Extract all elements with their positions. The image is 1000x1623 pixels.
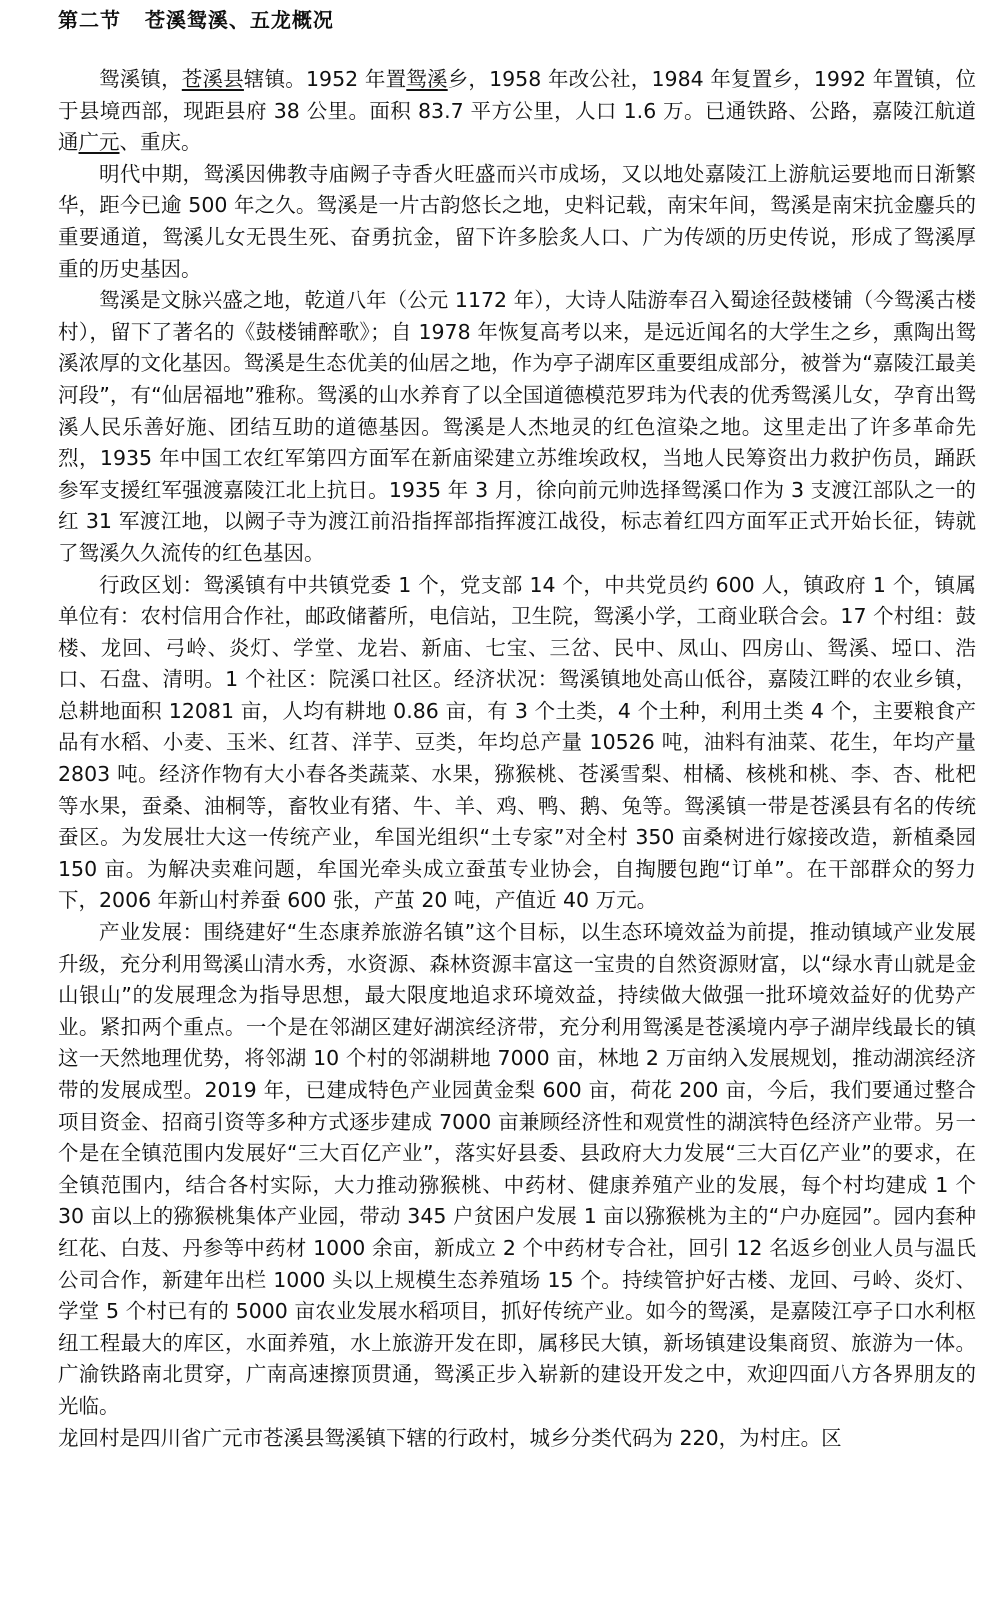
link-cangxi-county[interactable]: 苍溪县 bbox=[181, 67, 244, 91]
paragraph-intro bbox=[58, 64, 976, 159]
paragraph-history: 明代中期，鸳溪因佛教寺庙阙子寺香火旺盛而兴市成场，又以地处嘉陵江上游航运要地而日渐繁华，距今已逾 500 年之久。鸳溪是一片古韵悠长之地，史料记载，南宋年间，鸳溪是南宋抗金鏖兵的重要通道，鸳溪儿女无畏生死、奋勇抗金，留下许多脍炙人口、广为传颂的历史传说，形成了鸳溪厚重的历史基因。 bbox=[58, 161, 976, 281]
section-heading bbox=[58, 6, 976, 34]
paragraph-longhui-village: 龙回村是四川省广元市苍溪县鸳溪镇下辖的行政村，城乡分类代码为 220，为村庄。区 bbox=[58, 1425, 842, 1450]
section-number: 第二节 bbox=[58, 8, 121, 32]
paragraph-culture: 鸳溪是文脉兴盛之地，乾道八年（公元 1172 年），大诗人陆游奉召入蜀途径鼓楼铺（今鸳溪古楼村），留下了著名的《鼓楼铺醉歌》；自 1978 年恢复高考以来，是远近闻名的大学生之乡，熏陶出鸳溪浓厚的文化基因。鸳溪是生态优美的仙居之地，作为亭子湖库区重要组成部分，被誉为“嘉陵江最美河段”，有“仙居福地”雅称。鸳溪的山水养育了以全国道德模范罗玮为代表的优秀鸳溪儿女，孕育出鸳溪人民乐善好施、团结互助的道德基因。鸳溪是人杰地灵的红色渲染之地。这里走出了许多革命先烈，1935 年中国工农红军第四方面军在新庙梁建立苏维埃政权，当地人民筹资出力救护伤员，踊跃参军支援红军强渡嘉陵江北上抗日。1935 年 3 月，徐向前元帅选择鸳溪口作为 3 支渡江部队之一的红 31 军渡江地，以阙子寺为渡江前沿指挥部指挥渡江战役，标志着红四方面军正式开始长征，铸就了鸳溪久久流传的红色基因。 bbox=[58, 288, 976, 565]
link-guangyuan[interactable]: 广元 bbox=[78, 130, 120, 155]
intro-text-3: 乡，1958 年改公社，1984 年复置乡，1992 年置镇，位于县境西部，现距县府 38 公里。面积 83.7 平方公里，人口 1.6 万。已通铁路、公路，嘉陵江航道通 bbox=[58, 67, 977, 155]
paragraph-industry: 产业发展：围绕建好“生态康养旅游名镇”这个目标，以生态环境效益为前提，推动镇域产业发展升级，充分利用鸳溪山清水秀，水资源、森林资源丰富这一宝贵的自然资源财富，以“绿水青山就是金山银山”的发展理念为指导思想，最大限度地追求环境效益，持续做大做强一批环境效益好的优势产业。紧扣两个重点。一个是在邻湖区建好湖滨经济带，充分利用鸳溪是苍溪境内亭子湖岸线最长的镇这一天然地理优势，将邻湖 10 个村的邻湖耕地 7000 亩，林地 2 万亩纳入发展规划，推动湖滨经济带的发展成型。2019 年，已建成特色产业园黄金梨 600 亩，荷花 200 亩，今后，我们要通过整合项目资金、招商引资等多种方式逐步建成 7000 亩兼顾经济性和观赏性的湖滨特色经济产业带。另一个是在全镇范围内发展好“三大百亿产业”，落实好县委、县政府大力发展“三大百亿产业”的要求，在全镇范围内，结合各村实际，大力推动猕猴桃、中药材、健康养殖产业的发展，每个村均建成 1 个 30 亩以上的猕猴桃集体产业园，带动 345 户贫困户发展 1 亩以猕猴桃为主的“户办庭园”。园内套种红花、白芨、丹参等中药材 1000 余亩，新成立 2 个中药材专合社，回引 12 名返乡创业人员与温氏公司合作，新建年出栏 1000 头以上规模生态养殖场 15 个。持续管护好古楼、龙回、弓岭、炎灯、学堂 5 个村已有的 5000 亩农业发展水稻项目，抓好传统产业。如今的鸳溪，是嘉陵江亭子口水利枢纽工程最大的库区，水面养殖，水上旅游开发在即，属移民大镇，新场镇建设集商贸、旅游为一体。广渝铁路南北贯穿，广南高速擦顶贯通，鸳溪正步入崭新的建设开发之中，欢迎四面八方各界朋友的光临。 bbox=[58, 920, 976, 1418]
intro-text-1: 鸳溪镇， bbox=[99, 67, 182, 91]
paragraph-administration: 行政区划：鸳溪镇有中共镇党委 1 个，党支部 14 个，中共党员约 600 人，镇政府 1 个，镇属单位有：农村信用合作社，邮政储蓄所，电信站，卫生院，鸳溪小学，工商业联合会。17 个村组：鼓楼、龙回、弓岭、炎灯、学堂、龙岩、新庙、七宝、三岔、民中、凤山、四房山、鸳溪、埡口、浩口、石盘、清明。1 个社区：院溪口社区。经济状况：鸳溪镇地处高山低谷，嘉陵江畔的农业乡镇，总耕地面积 12081 亩，人均有耕地 0.86 亩，有 3 个土类，4 个土种，利用土类 4 个，主要粮食产品有水稻、小麦、玉米、红苕、洋芋、豆类，年均总产量 10526 吨，油料有油菜、花生，年均产量 2803 吨。经济作物有大小春各类蔬菜、水果，猕猴桃、苍溪雪梨、柑橘、核桃和桃、李、杏、枇杷等水果，蚕桑、油桐等，畜牧业有猪、牛、羊、鸡、鸭、鹅、兔等。鸳溪镇一带是苍溪县有名的传统蚕区。为发展壮大这一传统产业，牟国光组织“土专家”对全村 350 亩桑树进行嫁接改造，新植桑园 150 亩。为解决卖难问题，牟国光牵头成立蚕茧专业协会，自掏腰包跑“订单”。在干部群众的努力下，2006 年新山村养蚕 600 张，产茧 20 吨，产值近 40 万元。 bbox=[58, 572, 976, 913]
link-yuanxi[interactable]: 鸳溪 bbox=[406, 67, 448, 91]
intro-text-4: 、重庆。 bbox=[119, 130, 202, 155]
section-title: 苍溪鸳溪、五龙概况 bbox=[144, 8, 334, 32]
intro-text-2: 辖镇。1952 年置 bbox=[243, 67, 407, 91]
